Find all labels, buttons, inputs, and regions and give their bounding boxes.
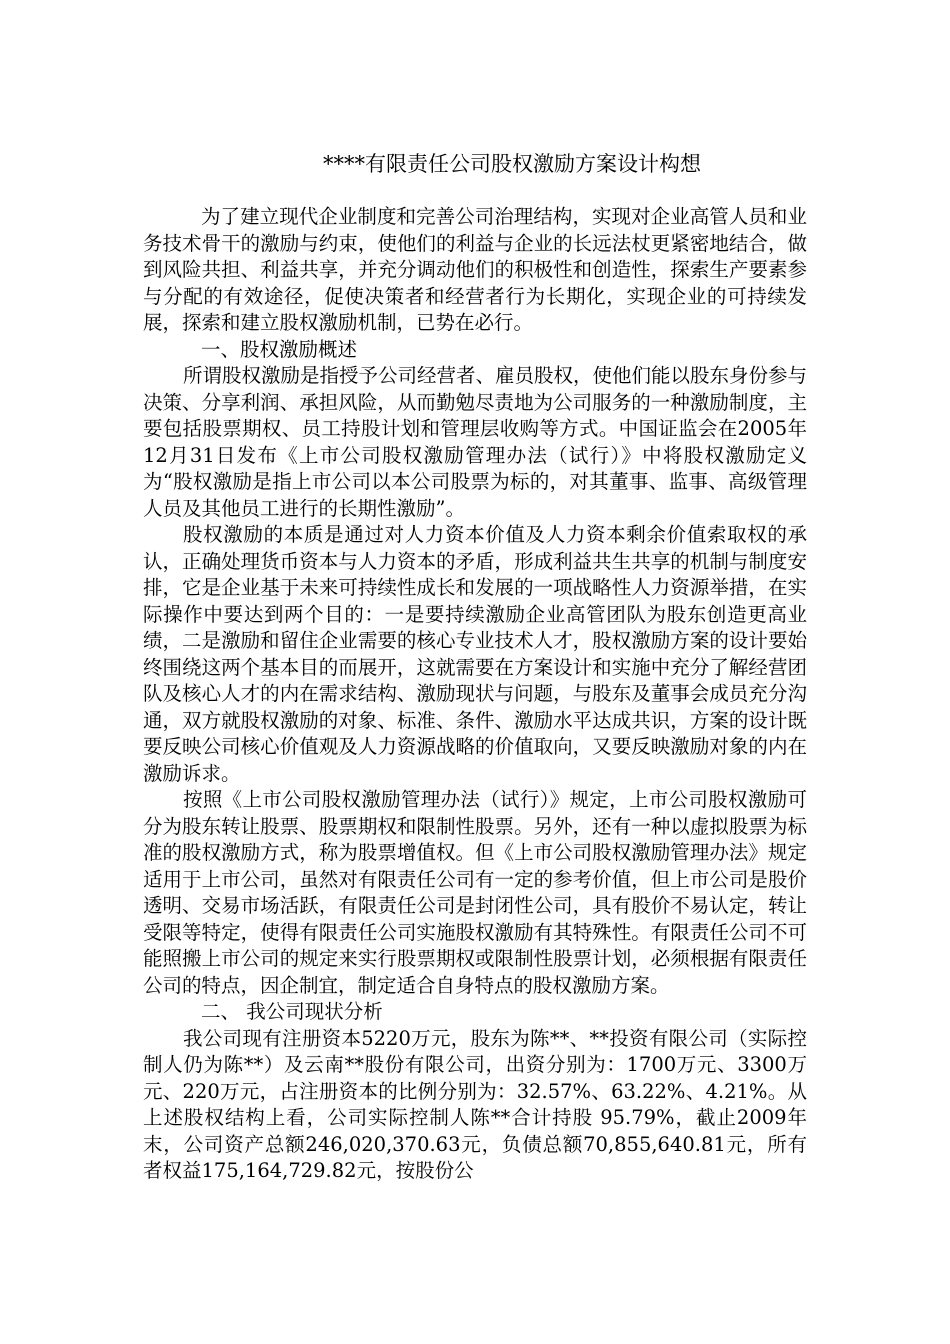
- document-title: ****有限责任公司股权激励方案设计构想: [323, 152, 701, 176]
- section-heading-overview: 一、股权激励概述: [201, 337, 358, 361]
- essence-paragraph: 股权激励的本质是通过对人力资本价值及人力资本剩余价值索取权的承认，正确处理货币资本与人力资本的矛盾，形成利益共生共享的机制与制度安排，它是企业基于未来可持续性成长和发展的一项战略性人力资源举措，在实际操作中要达到两个目的：一是要持续激励企业高管团队为股东创造更高业绩，二是激励和留住企业需要的核心专业技术人才，股权激励方案的设计要始终围绕这两个基本目的而展开，这就需要在方案设计和实施中充分了解经营团队及核心人才的内在需求结构、激励现状与问题，与股东及董事会成员充分沟通，双方就股权激励的对象、标准、条件、激励水平达成共识，方案的设计既要反映公司核心价值观及人力资源战略的价值取向，又要反映激励对象的内在激励诉求。: [143, 523, 807, 785]
- document-body: [143, 204, 807, 1185]
- definition-paragraph: 所谓股权激励是指授予公司经营者、雇员股权，使他们能以股东身份参与决策、分享利润、承担风险，从而勤勉尽责地为公司服务的一种激励制度，主要包括股票期权、员工持股计划和管理层收购等方式。中国证监会在2005年12月31日发布《上市公司股权激励管理办法（试行）》中将股权激励定义为“股权激励是指上市公司以本公司股票为标的，对其董事、监事、高级管理人员及其他员工进行的长期性激励”。: [143, 364, 808, 520]
- section-heading-status: 二、 我公司现状分析: [201, 1000, 383, 1023]
- regulation-paragraph: 按照《上市公司股权激励管理办法（试行）》规定，上市公司股权激励可分为股东转让股票、股票期权和限制性股票。另外，还有一种以虚拟股票为标准的股权激励方式，称为股票增值权。但《上市公司股权激励管理办法》规定适用于上市公司，虽然对有限责任公司有一定的参考价值，但上市公司是股价透明、交易市场活跃，有限责任公司是封闭性公司，具有股价不易认定，转让受限等特定，使得有限责任公司实施股权激励有其特殊性。有限责任公司不可能照搬上市公司的规定来实行股票期权或限制性股票计划，必须根据有限责任公司的特点，因企制宜，制定适合自身特点的股权激励方案。: [143, 788, 807, 997]
- status-paragraph: 我公司现有注册资本5220万元，股东为陈**、**投资有限公司（实际控制人仍为陈**）及云南**股份有限公司，出资分别为：1700万元、3300万元、220万元，占注册资本的比例分别为：32.57%、63.22%、4.21%。从上述股权结构上看，公司实际控制人陈**合计持股 95.79%，截止2009年末，公司资产总额246,020,370.63元，负债总额70,855,640.81元，所有者权益175,164,729.82元，按股份公: [143, 1026, 807, 1182]
- intro-paragraph: 为了建立现代企业制度和完善公司治理结构，实现对企业高管人员和业务技术骨干的激励与约束，使他们的利益与企业的长远法杖更紧密地结合，做到风险共担、利益共享，并充分调动他们的积极性和创造性，探索生产要素参与分配的有效途径，促使决策者和经营者行为长期化，实现企业的可持续发展，探索和建立股权激励机制，已势在必行。: [143, 205, 807, 334]
